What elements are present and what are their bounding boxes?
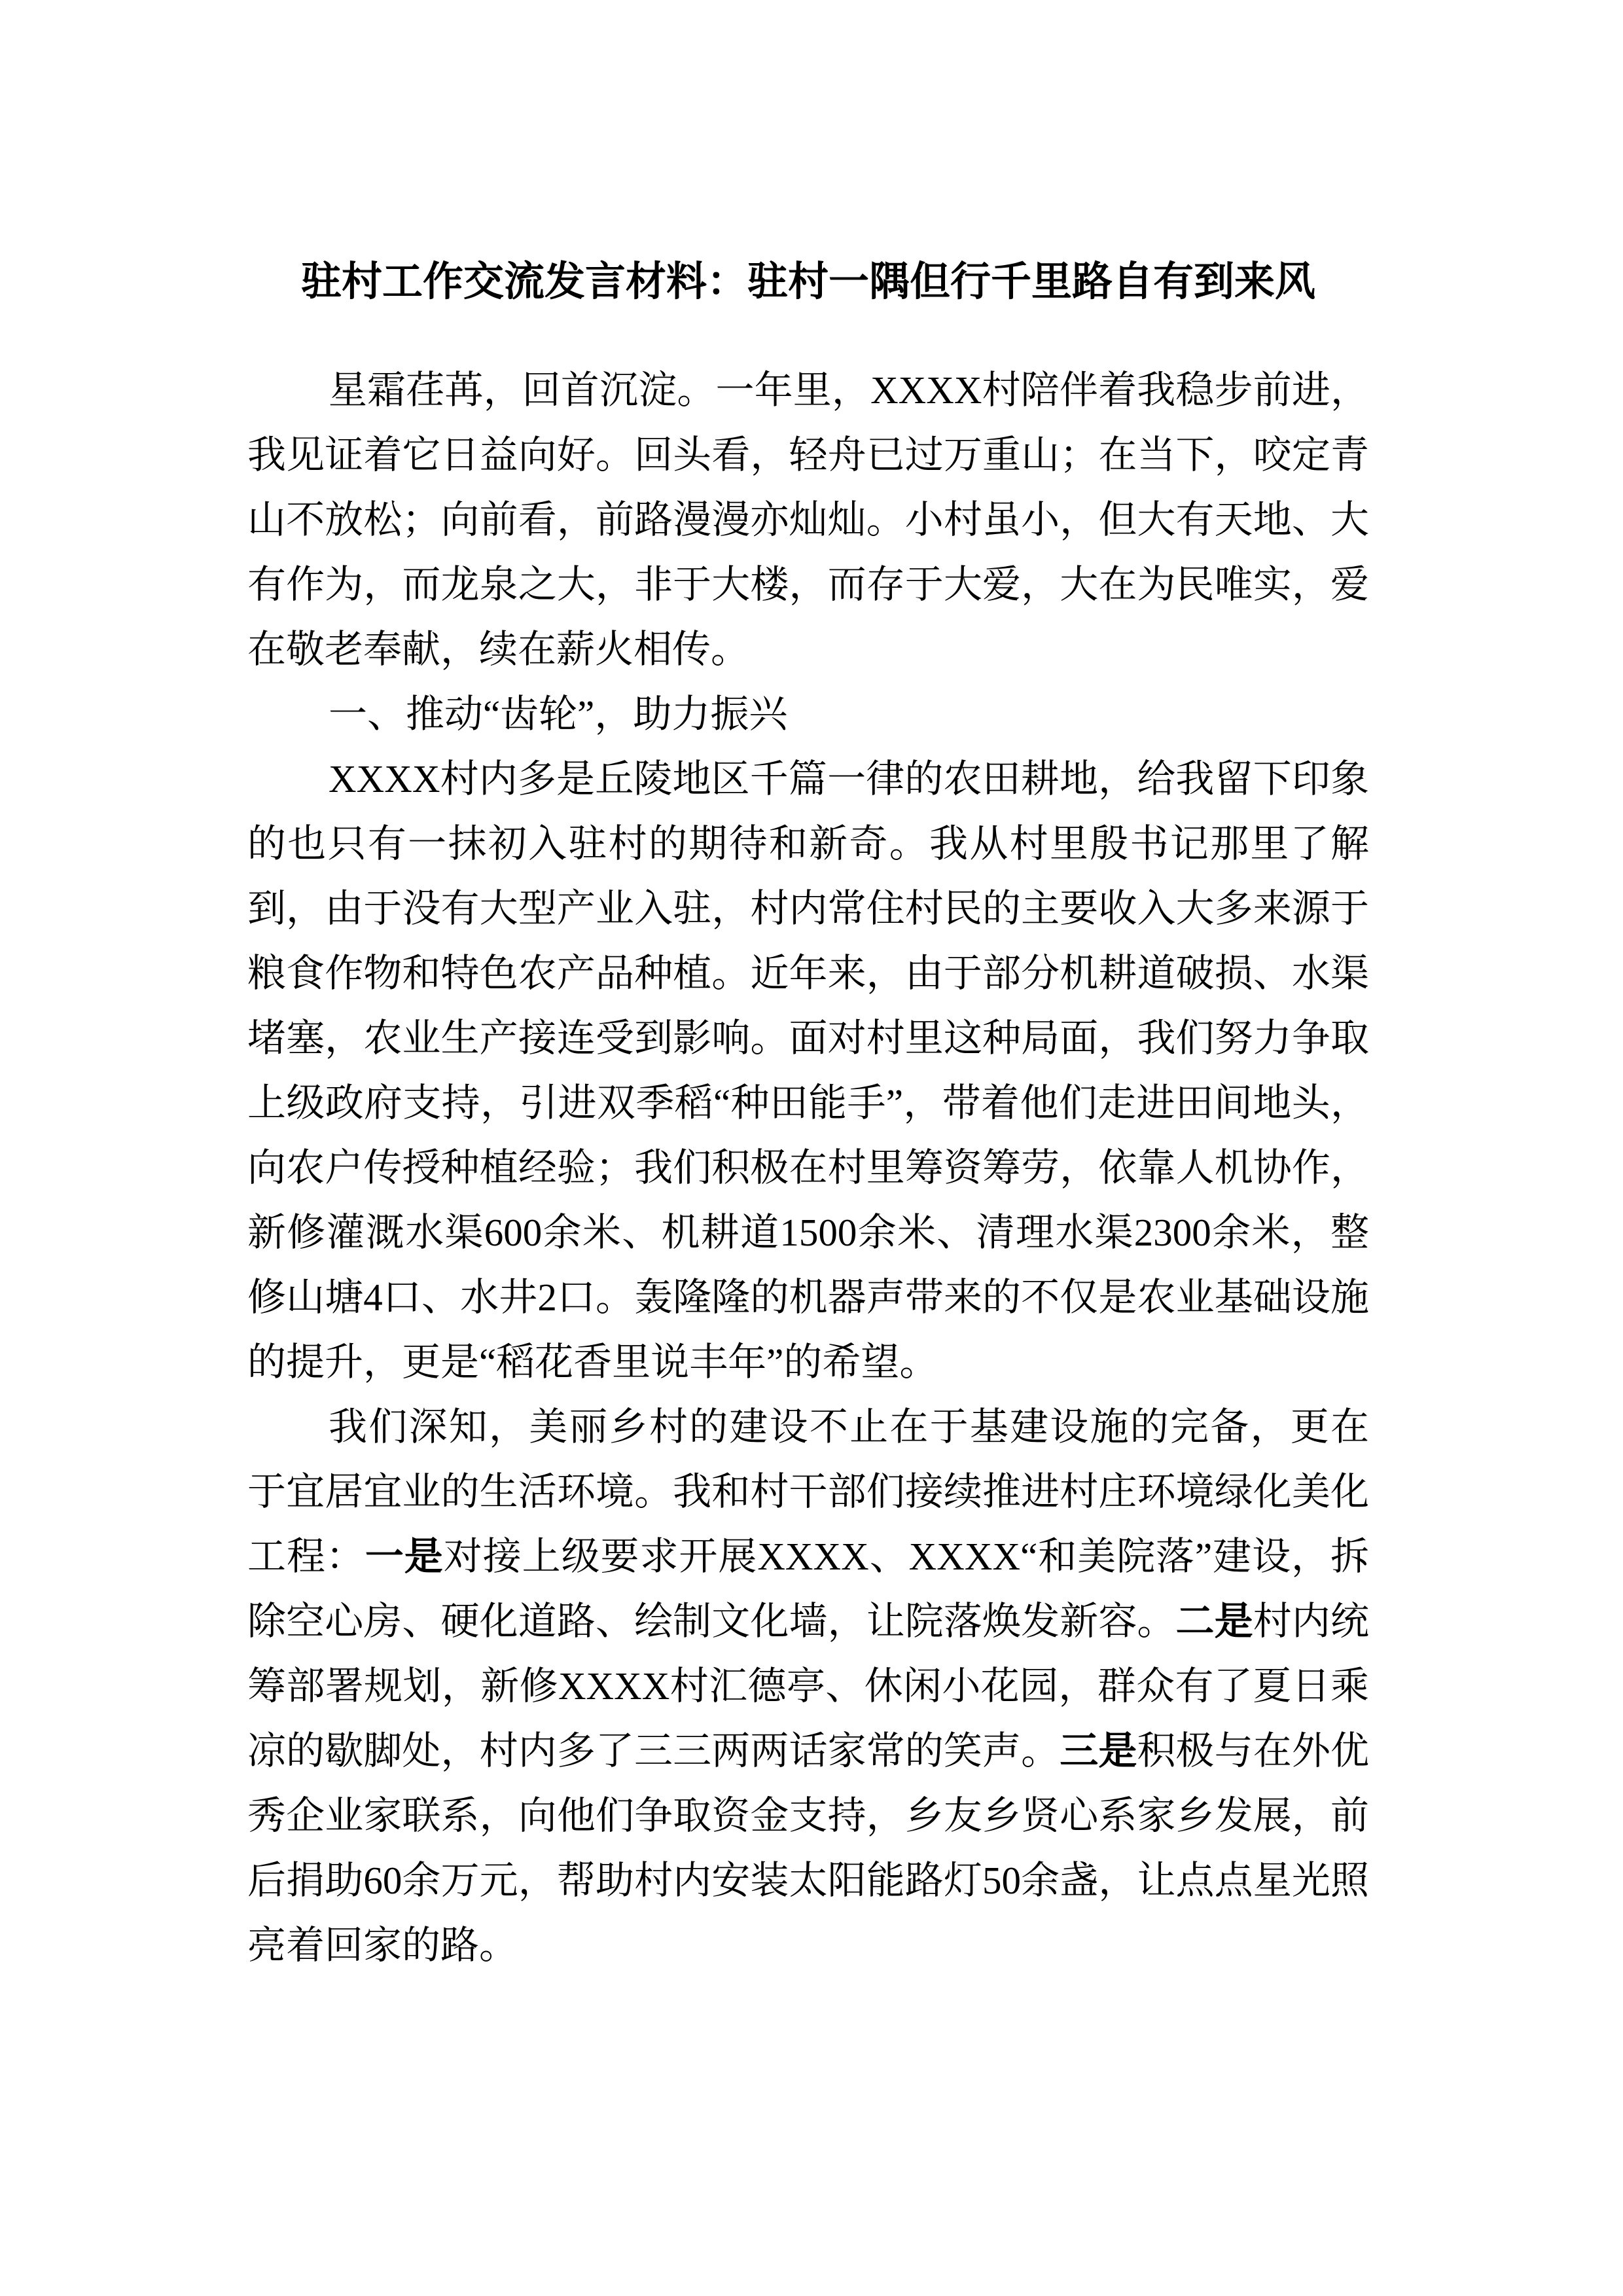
text-segment: 村内统筹部署规划，新修XXXX村汇德亭、休闲小花园，群众有了夏日乘凉的歇脚处，村内多了三三两两话家常的笑声。 xyxy=(247,1600,1369,1772)
emphasis-text-segment: 三是 xyxy=(1060,1729,1137,1772)
emphasis-text-segment: 一是 xyxy=(365,1535,444,1578)
emphasis-text-segment: 二是 xyxy=(1175,1600,1253,1643)
text-segment: XXXX村内多是丘陵地区千篇一律的农田耕地，给我留下印象的也只有一抹初入驻村的期待和新奇。我从村里殷书记那里了解到，由于没有大型产业入驻，村内常住村民的主要收入大多来源于粮食作物和特色农产品种植。近年来，由于部分机耕道破损、水渠堵塞，农业生产接连受到影响。面对村里这种局面，我们努力争取上级政府支持，引进双季稻“种田能手”，带着他们走进田间地头，向农户传授种植经验；我们积极在村里筹资筹劳，依靠人机协作，新修灌溉水渠600余米、机耕道1500余米、清理水渠2300余米，整修山塘4口、水井2口。轰隆隆的机器声带来的不仅是农业基础设施的提升，更是“稻花香里说丰年”的希望。 xyxy=(247,757,1369,1384)
text-segment: 我们深知，美丽乡村的建设不止在于基建设施的完备，更在于宜居宜业的生活环境。我和村干部们接续推进村庄环境绿化美化工程： xyxy=(247,1405,1369,1578)
text-segment: 一、推动“齿轮”，助力振兴 xyxy=(329,692,788,736)
body-paragraph xyxy=(247,1395,1369,1978)
text-segment: 星霜荏苒，回首沉淀。一年里，XXXX村陪伴着我稳步前进，我见证着它日益向好。回头看，轻舟已过万重山；在当下，咬定青山不放松；向前看，前路漫漫亦灿灿。小村虽小，但大有天地、大有作为，而龙泉之大，非于大楼，而存于大爱，大在为民唯实，爱在敬老奉献，续在薪火相传。 xyxy=(247,368,1369,671)
text-segment: 积极与在外优秀企业家联系，向他们争取资金支持，乡友乡贤心系家乡发展，前后捐助60余万元，帮助村内安装太阳能路灯50余盏，让点点星光照亮着回家的路。 xyxy=(247,1729,1369,1967)
body-paragraph xyxy=(247,358,1369,682)
body-paragraph xyxy=(247,747,1369,1395)
text-segment: 对接上级要求开展XXXX、XXXX“和美院落”建设，拆除空心房、硬化道路、绘制文化墙，让院落焕发新容。 xyxy=(247,1535,1369,1643)
document-body xyxy=(247,358,1369,1978)
section-heading xyxy=(247,682,1369,747)
document-title: 驻村工作交流发言材料：驻村一隅但行千里路自有到来风 xyxy=(300,260,1315,304)
